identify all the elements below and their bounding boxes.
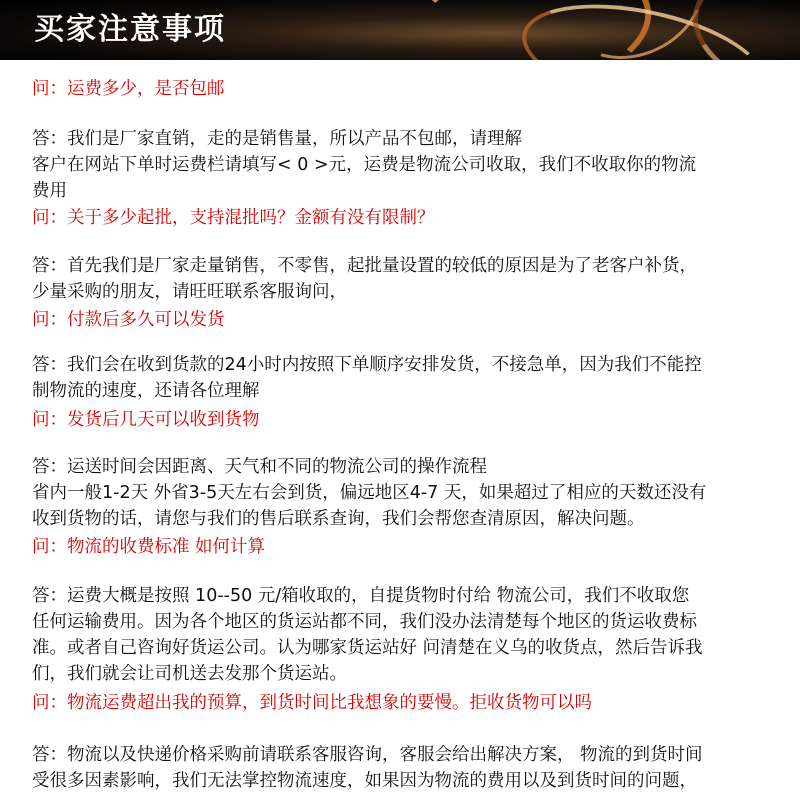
answer-line: 少量采购的朋友，请旺旺联系客服询问， [32,282,347,302]
answer-line: 客户在网站下单时运费栏请填写< 0 >元，运费是物流公司收取，我们不收取你的物流 [32,155,697,175]
faq-question: 问：付款后多久可以发货 [32,310,225,330]
answer-line: 答：首先我们是厂家走量销售，不零售，起批量设置的较低的原因是为了老客户补货， [32,256,697,276]
answer-line: 答：物流以及快递价格采购前请联系客服咨询，客服会给出解决方案， 物流的到货时间 [32,745,703,765]
answer-line: 收到货物的话，请您与我们的售后联系查询，我们会帮您查清原因，解决问题。 [32,509,645,529]
answer-line: 准。或者自己咨询好货运公司。认为哪家货运站好 问清楚在义乌的收货点，然后告诉我 [32,638,703,658]
faq-question: 问：关于多少起批，支持混批吗？金额有没有限制？ [32,208,435,228]
answer-line: 答：我们是厂家直销，走的是销售量，所以产品不包邮，请理解 [32,129,522,149]
faq-answer [32,454,782,532]
header-banner [0,0,800,60]
page-title: 买家注意事项 [34,12,226,47]
answer-line: 费用 [32,181,67,201]
answer-line: 制物流的速度，还请各位理解 [32,381,260,401]
answer-line: 省内一般1-2天 外省3-5天左右会到货，偏远地区4-7 天，如果超过了相应的天数还没有 [32,483,707,503]
faq-question: 问：物流的收费标准 如何计算 [32,537,266,557]
answer-line: 受很多因素影响，我们无法掌控物流速度，如果因为物流的费用以及到货时间的问题， [32,771,697,791]
faq-question: 问：物流运费超出我的预算，到货时间比我想象的要慢。拒收货物可以吗 [32,693,592,713]
faq-answer [32,126,782,204]
answer-line: 答：运费大概是按照 10--50 元/箱收取的，自提货物时付给 物流公司，我们不收取您 [32,586,690,606]
faq-answer [32,742,782,794]
faq-answer [32,253,782,305]
answer-line: 任何运输费用。因为各个地区的货运站都不同，我们没办法清楚每个地区的货运收费标 [32,612,697,632]
faq-answer [32,583,782,687]
faq-question: 问：运费多少，是否包邮 [32,79,225,99]
answer-line: 们，我们就会让司机送去发那个货运站。 [32,664,347,684]
answer-line: 答：运送时间会因距离、天气和不同的物流公司的操作流程 [32,457,487,477]
faq-answer [32,352,782,404]
answer-line: 答：我们会在收到货款的24小时内按照下单顺序安排发货，不接急单，因为我们不能控 [32,355,702,375]
faq-question: 问：发货后几天可以收到货物 [32,410,260,430]
